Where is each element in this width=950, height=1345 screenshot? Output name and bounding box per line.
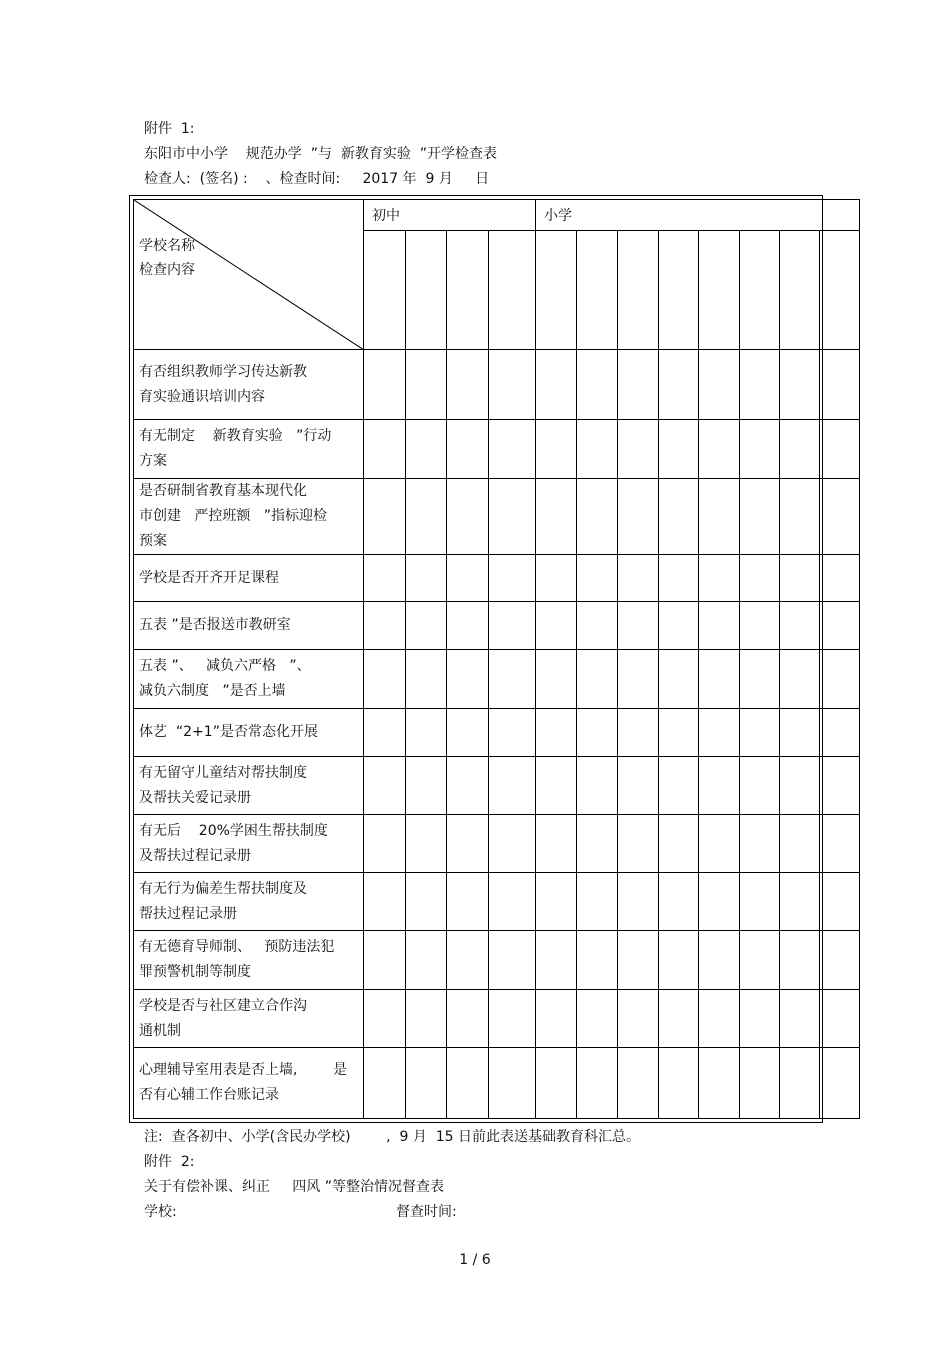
check-cell[interactable]: [536, 350, 577, 420]
check-item-cell: [134, 350, 364, 420]
check-cell[interactable]: [489, 931, 536, 990]
school-name-cell[interactable]: [740, 231, 780, 350]
check-cell[interactable]: [780, 555, 820, 602]
attachment-2-title: 关于有偿补课、纠正 四风 ”等整治情况督查表: [144, 1179, 444, 1195]
check-cell[interactable]: [780, 350, 820, 420]
check-cell[interactable]: [536, 479, 577, 555]
check-item-text: 学校是否开齐开足课程: [139, 569, 279, 586]
table-row: [134, 350, 860, 420]
check-item-text: 是否研制省教育基本现代化 市创建 严控班额 ”指标迎检 预案: [139, 483, 327, 549]
check-item-cell: [134, 555, 364, 602]
check-cell[interactable]: [536, 757, 577, 815]
table-row: [134, 1048, 860, 1119]
table-row: [134, 420, 860, 479]
check-cell[interactable]: [447, 1048, 489, 1119]
check-cell[interactable]: [699, 990, 740, 1048]
check-cell[interactable]: [699, 815, 740, 873]
check-cell[interactable]: [699, 1048, 740, 1119]
corner-label-school-name: 学校名称: [139, 238, 195, 254]
check-cell[interactable]: [489, 350, 536, 420]
check-cell[interactable]: [699, 420, 740, 479]
corner-label-check-content: 检查内容: [139, 262, 195, 278]
check-cell[interactable]: [406, 757, 447, 815]
check-cell[interactable]: [364, 650, 406, 709]
check-cell[interactable]: [780, 479, 820, 555]
table-row: [134, 602, 860, 650]
check-cell[interactable]: [618, 873, 659, 931]
check-cell[interactable]: [659, 873, 699, 931]
check-cell[interactable]: [618, 815, 659, 873]
check-cell[interactable]: [820, 479, 860, 555]
check-item-text: 心理辅导室用表是否上墙, 是 否有心辅工作台账记录: [139, 1062, 348, 1103]
check-cell[interactable]: [740, 709, 780, 757]
check-cell[interactable]: [447, 350, 489, 420]
check-item-text: 有否组织教师学习传达新教 育实验通识培训内容: [139, 363, 307, 405]
check-item-text: 有无后 20%学困生帮扶制度 及帮扶过程记录册: [139, 822, 328, 864]
check-cell[interactable]: [489, 650, 536, 709]
school-name-cell[interactable]: [536, 231, 577, 350]
check-cell[interactable]: [618, 990, 659, 1048]
check-cell[interactable]: [659, 350, 699, 420]
check-cell[interactable]: [364, 990, 406, 1048]
school-name-cell[interactable]: [447, 231, 489, 350]
check-item-cell: [134, 479, 364, 555]
check-item-cell: [134, 709, 364, 757]
note-line: 注: 查各初中、小学(含民办学校) , 9 月 15 日前此表送基础教育科汇总。: [144, 1129, 641, 1145]
check-cell[interactable]: [699, 350, 740, 420]
check-cell[interactable]: [536, 555, 577, 602]
inspection-table: [129, 195, 823, 1123]
check-cell[interactable]: [740, 650, 780, 709]
check-cell[interactable]: [780, 990, 820, 1048]
check-cell[interactable]: [740, 350, 780, 420]
check-cell[interactable]: [659, 990, 699, 1048]
check-cell[interactable]: [820, 420, 860, 479]
check-cell[interactable]: [659, 420, 699, 479]
check-cell[interactable]: [489, 602, 536, 650]
check-item-cell: [134, 873, 364, 931]
check-item-cell: [134, 990, 364, 1048]
check-cell[interactable]: [740, 931, 780, 990]
check-cell[interactable]: [364, 931, 406, 990]
check-cell[interactable]: [406, 420, 447, 479]
check-cell[interactable]: [740, 420, 780, 479]
check-cell[interactable]: [618, 931, 659, 990]
check-cell[interactable]: [699, 931, 740, 990]
check-item-text: 有无德育导师制、 预防违法犯 罪预警机制等制度: [139, 939, 335, 980]
check-cell[interactable]: [406, 709, 447, 757]
group-header-middle-school: 初中: [364, 200, 536, 231]
check-cell[interactable]: [618, 709, 659, 757]
check-cell[interactable]: [780, 873, 820, 931]
check-cell[interactable]: [820, 931, 860, 990]
inspect-time-label: 督查时间:: [396, 1204, 457, 1220]
check-cell[interactable]: [447, 990, 489, 1048]
check-cell[interactable]: [364, 602, 406, 650]
check-cell[interactable]: [618, 650, 659, 709]
check-cell[interactable]: [536, 650, 577, 709]
check-cell[interactable]: [780, 420, 820, 479]
check-cell[interactable]: [406, 650, 447, 709]
check-cell[interactable]: [536, 420, 577, 479]
check-cell[interactable]: [577, 555, 618, 602]
check-cell[interactable]: [659, 931, 699, 990]
check-cell[interactable]: [740, 873, 780, 931]
check-cell[interactable]: [659, 650, 699, 709]
check-cell[interactable]: [740, 555, 780, 602]
check-cell[interactable]: [699, 873, 740, 931]
check-cell[interactable]: [577, 1048, 618, 1119]
check-cell[interactable]: [364, 815, 406, 873]
school-name-cell[interactable]: [489, 231, 536, 350]
check-cell[interactable]: [447, 555, 489, 602]
check-cell[interactable]: [699, 555, 740, 602]
school-name-cell[interactable]: [577, 231, 618, 350]
check-cell[interactable]: [447, 420, 489, 479]
school-name-cell[interactable]: [364, 231, 406, 350]
check-cell[interactable]: [447, 931, 489, 990]
school-name-cell[interactable]: [780, 231, 820, 350]
check-cell[interactable]: [820, 650, 860, 709]
check-cell[interactable]: [489, 757, 536, 815]
check-cell[interactable]: [820, 873, 860, 931]
diagonal-header-cell: [134, 200, 364, 350]
table-row: [134, 757, 860, 815]
table-row: [134, 873, 860, 931]
check-cell[interactable]: [820, 602, 860, 650]
school-name-cell[interactable]: [406, 231, 447, 350]
check-cell[interactable]: [406, 873, 447, 931]
page-number: 1 / 6: [459, 1252, 491, 1268]
check-cell[interactable]: [489, 709, 536, 757]
check-item-text: 学校是否与社区建立合作沟 通机制: [139, 997, 307, 1039]
check-cell[interactable]: [447, 757, 489, 815]
check-cell[interactable]: [536, 873, 577, 931]
table-row: [134, 650, 860, 709]
check-cell[interactable]: [447, 602, 489, 650]
table-row: [134, 990, 860, 1048]
check-cell[interactable]: [406, 555, 447, 602]
check-cell[interactable]: [780, 650, 820, 709]
check-cell[interactable]: [364, 757, 406, 815]
check-item-cell: [134, 1048, 364, 1119]
check-cell[interactable]: [820, 990, 860, 1048]
check-cell[interactable]: [740, 479, 780, 555]
check-cell[interactable]: [489, 420, 536, 479]
check-item-cell: [134, 757, 364, 815]
check-item-text: 五表 ”、 减负六严格 ”、 减负六制度 ”是否上墙: [139, 658, 311, 699]
check-cell[interactable]: [659, 709, 699, 757]
check-cell[interactable]: [618, 555, 659, 602]
check-cell[interactable]: [820, 815, 860, 873]
check-cell[interactable]: [536, 602, 577, 650]
check-cell[interactable]: [489, 555, 536, 602]
check-cell[interactable]: [820, 350, 860, 420]
check-cell[interactable]: [489, 990, 536, 1048]
check-item-text: 五表 ”是否报送市教研室: [139, 617, 291, 633]
check-item-cell: [134, 650, 364, 709]
check-cell[interactable]: [780, 815, 820, 873]
check-cell[interactable]: [618, 350, 659, 420]
attachment-1-label: 附件 1:: [144, 121, 195, 137]
check-cell[interactable]: [577, 815, 618, 873]
check-cell[interactable]: [364, 479, 406, 555]
check-cell[interactable]: [740, 990, 780, 1048]
table-row: [134, 479, 860, 555]
table-row: [134, 709, 860, 757]
check-cell[interactable]: [577, 990, 618, 1048]
check-cell[interactable]: [577, 420, 618, 479]
check-cell[interactable]: [820, 555, 860, 602]
check-cell[interactable]: [618, 420, 659, 479]
check-cell[interactable]: [406, 479, 447, 555]
check-cell[interactable]: [536, 815, 577, 873]
check-cell[interactable]: [659, 757, 699, 815]
check-cell[interactable]: [364, 1048, 406, 1119]
check-cell[interactable]: [780, 757, 820, 815]
check-cell[interactable]: [364, 350, 406, 420]
check-cell[interactable]: [699, 602, 740, 650]
check-cell[interactable]: [659, 602, 699, 650]
school-name-cell[interactable]: [659, 231, 699, 350]
document-title: 东阳市中小学 规范办学 ”与 新教育实验 ”开学检查表: [144, 146, 498, 162]
check-cell[interactable]: [364, 420, 406, 479]
check-cell[interactable]: [577, 873, 618, 931]
check-cell[interactable]: [406, 815, 447, 873]
check-cell[interactable]: [618, 757, 659, 815]
group-header-primary-school: 小学: [536, 200, 860, 231]
check-cell[interactable]: [536, 931, 577, 990]
check-cell[interactable]: [364, 709, 406, 757]
check-item-text: 有无制定 新教育实验 ”行动 方案: [139, 428, 332, 469]
check-item-text: 有无行为偏差生帮扶制度及 帮扶过程记录册: [139, 880, 307, 922]
check-item-cell: [134, 602, 364, 650]
check-cell[interactable]: [536, 990, 577, 1048]
check-cell[interactable]: [699, 757, 740, 815]
check-cell[interactable]: [447, 709, 489, 757]
check-item-cell: [134, 815, 364, 873]
check-cell[interactable]: [740, 1048, 780, 1119]
check-cell[interactable]: [699, 650, 740, 709]
check-cell[interactable]: [406, 1048, 447, 1119]
check-cell[interactable]: [406, 350, 447, 420]
check-cell[interactable]: [577, 709, 618, 757]
check-cell[interactable]: [364, 555, 406, 602]
check-item-text: 体艺 “2+1”是否常态化开展: [139, 724, 318, 740]
check-cell[interactable]: [740, 602, 780, 650]
check-item-text: 有无留守儿童结对帮扶制度 及帮扶关爱记录册: [139, 764, 307, 806]
school-name-cell[interactable]: [820, 231, 860, 350]
check-cell[interactable]: [820, 709, 860, 757]
attachment-2-label: 附件 2:: [144, 1154, 195, 1170]
check-cell[interactable]: [489, 479, 536, 555]
check-cell[interactable]: [659, 479, 699, 555]
inspection-grid: [133, 199, 860, 1119]
check-cell[interactable]: [447, 479, 489, 555]
table-row: [134, 555, 860, 602]
check-cell[interactable]: [489, 815, 536, 873]
check-cell[interactable]: [577, 931, 618, 990]
check-cell[interactable]: [577, 602, 618, 650]
check-item-cell: [134, 931, 364, 990]
check-cell[interactable]: [780, 602, 820, 650]
check-cell[interactable]: [447, 650, 489, 709]
check-cell[interactable]: [406, 990, 447, 1048]
check-cell[interactable]: [780, 931, 820, 990]
check-cell[interactable]: [489, 1048, 536, 1119]
check-cell[interactable]: [447, 815, 489, 873]
check-cell[interactable]: [618, 479, 659, 555]
school-label: 学校:: [144, 1204, 177, 1220]
check-cell[interactable]: [536, 1048, 577, 1119]
check-cell[interactable]: [659, 815, 699, 873]
check-cell[interactable]: [364, 873, 406, 931]
check-cell[interactable]: [618, 602, 659, 650]
table-row: [134, 815, 860, 873]
check-cell[interactable]: [577, 350, 618, 420]
check-cell[interactable]: [740, 757, 780, 815]
check-item-cell: [134, 420, 364, 479]
check-cell[interactable]: [618, 1048, 659, 1119]
check-cell[interactable]: [536, 709, 577, 757]
school-name-cell[interactable]: [699, 231, 740, 350]
check-cell[interactable]: [406, 602, 447, 650]
check-cell[interactable]: [699, 479, 740, 555]
check-cell[interactable]: [577, 757, 618, 815]
check-cell[interactable]: [577, 479, 618, 555]
check-cell[interactable]: [780, 709, 820, 757]
check-cell[interactable]: [447, 873, 489, 931]
check-cell[interactable]: [659, 1048, 699, 1119]
check-cell[interactable]: [699, 709, 740, 757]
check-cell[interactable]: [659, 555, 699, 602]
check-cell[interactable]: [740, 815, 780, 873]
check-cell[interactable]: [489, 873, 536, 931]
check-cell[interactable]: [820, 757, 860, 815]
table-row: [134, 931, 860, 990]
inspector-line: 检查人: (签名) : 、检查时间: 2017 年 9 月 日: [144, 171, 490, 187]
check-cell[interactable]: [577, 650, 618, 709]
check-cell[interactable]: [780, 1048, 820, 1119]
check-cell[interactable]: [820, 1048, 860, 1119]
check-cell[interactable]: [406, 931, 447, 990]
school-name-cell[interactable]: [618, 231, 659, 350]
